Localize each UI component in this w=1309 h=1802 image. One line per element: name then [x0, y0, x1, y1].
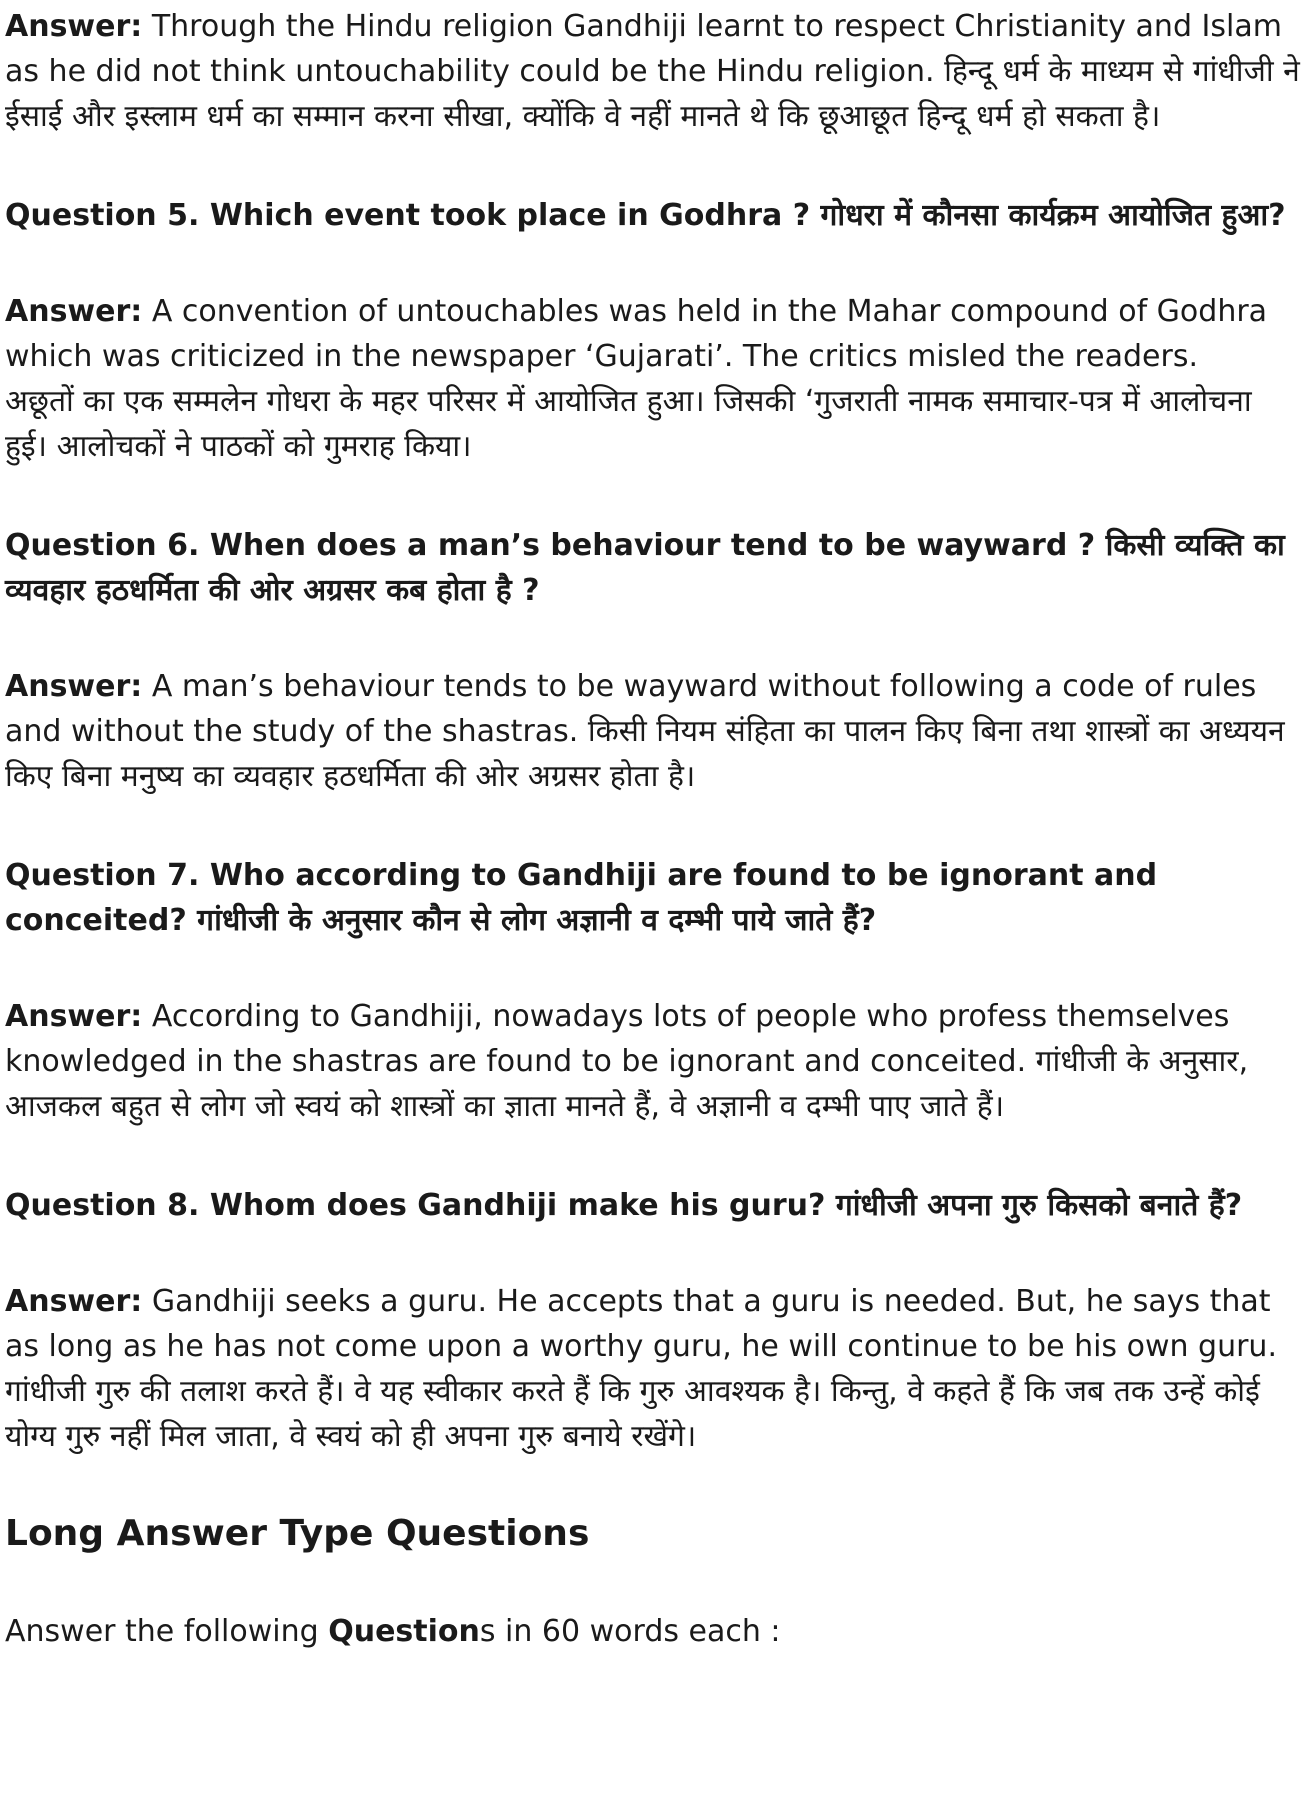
- answer-label: Answer:: [5, 9, 143, 44]
- answer-5: [5, 289, 1301, 469]
- answer-label: Answer:: [5, 669, 143, 704]
- answer-7-english: According to Gandhiji, nowadays lots of people who profess themselves knowledged in the shastras are found to be ignorant and conceited.: [5, 999, 1230, 1079]
- answer-8-hindi: गांधीजी गुरु की तलाश करते हैं। वे यह स्वीकार करते हैं कि गुरु आवश्यक है। किन्तु, वे कहते हैं कि जब तक उन्हें कोई योग्य गुरु नहीं मिल जाता, वे स्वयं को ही अपना गुरु बनाये रखेंगे।: [5, 1374, 1260, 1454]
- answer-6-english: A man’s behaviour tends to be wayward without following a code of rules and without the study of the shastras.: [5, 669, 1257, 749]
- instruction-after: s in 60 words each :: [479, 1614, 781, 1649]
- answer-4-hindi: हिन्दू धर्म के माध्यम से गांधीजी ने ईसाई और इस्लाम धर्म का सम्मान करना सीखा, क्योंकि वे नहीं मानते थे कि छूआछूत हिन्दू धर्म हो सकता है।: [5, 54, 1300, 134]
- answer-4-english: Through the Hindu religion Gandhiji learnt to respect Christianity and Islam as he did not think untouchability could be the Hindu religion.: [5, 9, 1282, 89]
- answer-label: Answer:: [5, 999, 143, 1034]
- section-heading: Long Answer Type Questions: [5, 1513, 590, 1554]
- answer-5-hindi: अछूतों का एक सम्मलेन गोधरा के महर परिसर में आयोजित हुआ। जिसकी ‘गुजराती नामक समाचार-पत्र में आलोचना हुई। आलोचकों ने पाठकों को गुमराह किया।: [5, 384, 1252, 464]
- answer-label: Answer:: [5, 294, 143, 329]
- answer-6-hindi: किसी नियम संहिता का पालन किए बिना तथा शास्त्रों का अध्ययन किए बिना मनुष्य का व्यवहार हठधर्मिता की ओर अग्रसर होता है।: [5, 714, 1285, 794]
- answer-4: [5, 4, 1301, 139]
- instruction-line: [5, 1609, 1301, 1654]
- answer-label: Answer:: [5, 1284, 143, 1319]
- question-5: Question 5. Which event took place in Godhra ? गोधरा में कौनसा कार्यक्रम आयोजित हुआ?: [5, 198, 1286, 233]
- instruction-bold: Question: [328, 1614, 480, 1649]
- instruction-before: Answer the following: [5, 1614, 329, 1649]
- document-page: [5, 4, 1301, 1654]
- question-8: Question 8. Whom does Gandhiji make his guru? गांधीजी अपना गुरु किसको बनाते हैं?: [5, 1188, 1243, 1223]
- answer-8: [5, 1279, 1301, 1459]
- question-7: Question 7. Who according to Gandhiji are found to be ignorant and conceited? गांधीजी के अनुसार कौन से लोग अज्ञानी व दम्भी पाये जाते हैं?: [5, 858, 1158, 938]
- answer-7-hindi: गांधीजी के अनुसार, आजकल बहुत से लोग जो स्वयं को शास्त्रों का ज्ञाता मानते हैं, वे अज्ञानी व दम्भी पाए जाते हैं।: [5, 1044, 1249, 1124]
- answer-6: [5, 664, 1301, 799]
- answer-7: [5, 994, 1301, 1129]
- question-6: Question 6. When does a man’s behaviour tend to be wayward ? किसी व्यक्ति का व्यवहार हठधर्मिता की ओर अग्रसर कब होता है ?: [5, 528, 1285, 608]
- answer-8-english: Gandhiji seeks a guru. He accepts that a guru is needed. But, he says that as long as he has not come upon a worthy guru, he will continue to be his own guru.: [5, 1284, 1277, 1364]
- answer-5-english: A convention of untouchables was held in the Mahar compound of Godhra which was criticized in the newspaper ‘Gujarati’. The critics misled the readers.: [5, 294, 1268, 374]
